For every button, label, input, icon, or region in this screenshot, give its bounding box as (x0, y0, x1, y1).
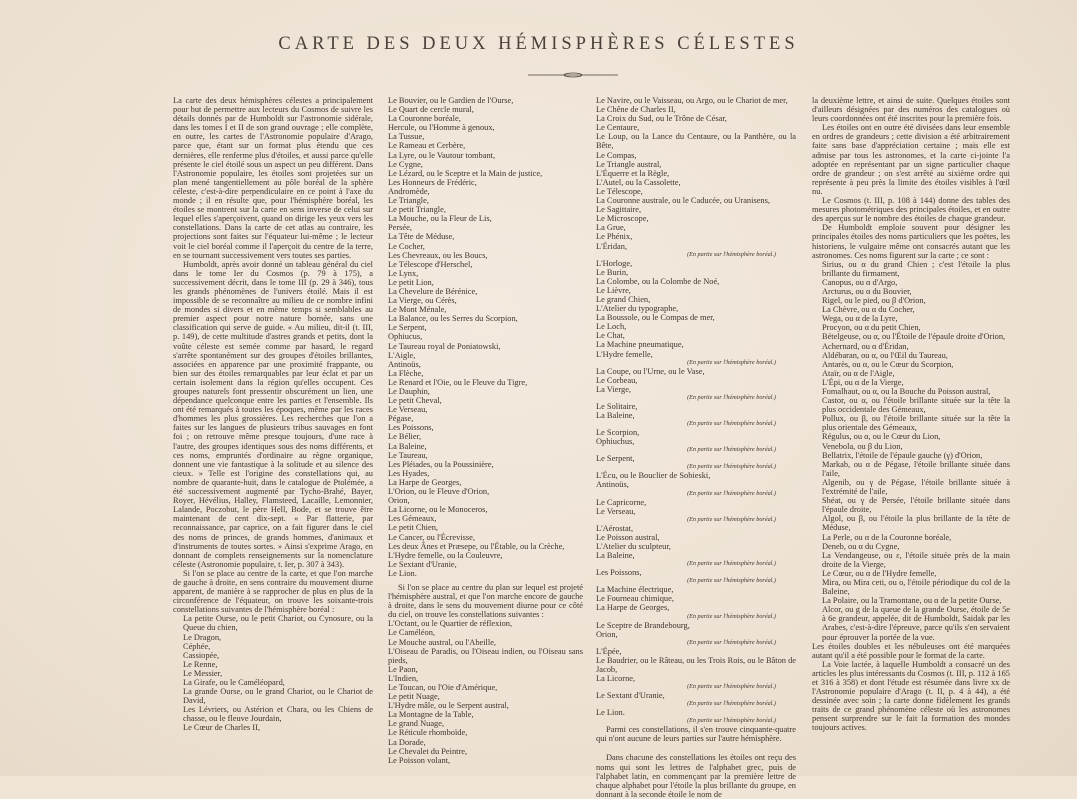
list-item: Le Poisson austral, (596, 532, 660, 542)
list-item: La Polaire, ou la Tramontane, ou α de la petite Ourse, (822, 596, 1002, 606)
list-item: L'Orion, ou le Fleuve d'Orion, (388, 487, 490, 497)
list-item: L'Autel, ou la Cassolette, (596, 177, 681, 187)
list-item: Le Cœur de Charles II, (183, 723, 260, 733)
list-item: Le Loch, (596, 322, 627, 332)
list-item: L'Hydre femelle, (596, 349, 653, 359)
footnote: (En partie sur l'hémisphère boréal.) (687, 420, 776, 428)
list-item: Régulus, ou α, ou le Cœur du Lion, (822, 432, 941, 442)
list-item: Le petit Chien, (388, 523, 439, 533)
constellation-list (596, 96, 796, 251)
list-item: Le Serpent, (388, 323, 427, 333)
constellation-list (596, 524, 796, 560)
list-item: Le Poisson volant, (388, 755, 451, 765)
page-title: CARTE DES DEUX HÉMISPHÈRES CÉLESTES (278, 34, 799, 54)
list-item: Orion, (596, 629, 618, 639)
list-item: Le Navire, ou le Vaisseau, ou Argo, ou le Chariot de mer, (596, 96, 788, 105)
list-item: Le Phénix, (596, 232, 633, 242)
constellation-list (596, 367, 796, 394)
list-item: Le Télescope d'Herschel, (388, 259, 473, 269)
list-item: Le Renne, (183, 659, 218, 669)
list-item: Le petit Cheval, (388, 396, 442, 406)
footnote: (En partie sur l'hémisphère boréal.) (687, 683, 776, 691)
list-item: Le Burin, (596, 267, 629, 277)
paragraph: Les étoiles ont en outre été divisées dans leur ensemble en ordres de grandeurs ; cette division a été arbitrairement faite sans base d'appréciation certaine ; mais elle est admise par tous les astronomes, et la carte ci-jointe l'a adoptée en représentant par un signe particulier chaque ordre de grandeur ; on s'est arrêté au sixième ordre qui représente à peu près la limite des étoiles visibles à l'œil nu. (812, 123, 1010, 196)
footnote: (En partie sur l'hémisphère boréal.) (687, 358, 776, 366)
list-item: La Balance, ou les Serres du Scorpion, (388, 314, 518, 324)
list-item: La Tête de Méduse, (388, 232, 455, 242)
list-item: La Baleine, (388, 441, 427, 451)
paragraph: Parmi ces constellations, il s'en trouve cinquante-quatre qui n'ont aucune de leurs parties sur l'autre hémisphère. (596, 725, 796, 744)
list-item: Le Microscope, (596, 214, 649, 224)
list-item: La Machine pneumatique, (596, 340, 684, 350)
list-item: Achernard, ou α d'Éridan, (822, 341, 909, 351)
list-item: Le Verseau, (596, 506, 636, 516)
text-column-3 (596, 96, 796, 799)
list-item: Andromède, (388, 186, 430, 196)
list-item: Antarès, ou α, ou le Cœur du Scorpion, (822, 359, 954, 369)
footnote: (En partie sur l'hémisphère boréal.) (687, 515, 776, 523)
list-item: L'Écu, ou le Bouclier de Sobieski, (596, 471, 711, 481)
footnote: (En partie sur l'hémisphère boréal.) (687, 250, 776, 258)
list-item: La Chevelure de Bérénice, (388, 286, 478, 296)
list-item: Le Lion. (596, 708, 625, 718)
list-item: Le Centaure, (596, 123, 640, 133)
list-item: Procyon, ou α du petit Chien, (822, 323, 921, 333)
list-item: Persée, (388, 223, 412, 233)
list-item: Ataïr, ou α de l'Aigle, (822, 368, 895, 378)
list-item: Le Paon, (388, 664, 418, 674)
list-item: Le petit Triangle, (388, 205, 446, 215)
list-item: Le petit Lion, (388, 277, 434, 287)
list-item: La Colombe, ou la Colombe de Noé, (596, 276, 720, 286)
constellation-list (596, 402, 796, 420)
paragraph: Le Cosmos (t. III, p. 108 à 144) donne des tables des mesures photométriques des principales étoiles, et en outre des aperçus sur le nombre des étoiles de chaque grandeur. (812, 196, 1010, 224)
list-item: Le grand Nuage, (388, 719, 445, 729)
list-item: Le Caméléon, (388, 628, 435, 638)
paragraph: la deuxième lettre, et ainsi de suite. Quelques étoiles sont d'ailleurs désignées par des numéros des catalogues où leurs coordonnées ont été inscrites pour la première fois. (812, 96, 1010, 124)
list-item: Le Capricorne, (596, 497, 647, 507)
paragraph: Si l'on se place au centre de la carte, et que l'on marche de gauche à droite, en sens contraire du mouvement diurne apparent, de manière à se rapprocher de plus en plus de la circonférence de l'équateur, on trouve les soixante-trois constellations suivantes de l'hémisphère boréal : (173, 568, 373, 615)
list-item: Orion, (388, 496, 410, 506)
list-item: La Vendangeuse, ou ε, l'étoile située près de la main droite de la Vierge, (822, 550, 1010, 569)
footnote: (En partie sur l'hémisphère boréal.) (687, 489, 776, 497)
footnote: (En partie sur l'hémisphère boréal.) (687, 638, 776, 646)
list-item: L'Équerre et la Règle, (596, 168, 670, 178)
list-item: Le Bouvier, ou le Gardien de l'Ourse, (388, 96, 514, 105)
list-item: Canopus, ou α d'Argo, (822, 277, 898, 287)
constellation-list (388, 619, 583, 765)
list-item: Le grand Chien, (596, 294, 651, 304)
list-item: La Vierge, (596, 384, 631, 394)
list-item: Le Sextant d'Uranie, (596, 691, 665, 701)
list-item: Le Toucan, ou l'Oie d'Amérique, (388, 683, 498, 692)
list-item: Le Lion. (388, 568, 417, 578)
list-item: Deneb, ou α du Cygne, (822, 541, 900, 551)
list-item: L'Horloge, (596, 258, 633, 268)
list-item: Les Hyades, (388, 468, 430, 478)
footnote: (En partie sur l'hémisphère boréal.) (687, 577, 776, 585)
list-item: Le Dragon, (183, 632, 222, 642)
constellation-list (596, 498, 796, 516)
list-item: La Licorne, (596, 673, 636, 683)
list-item: Le Serpent, (596, 454, 635, 464)
list-item: La Girafe, ou le Caméléopard, (183, 678, 285, 687)
paragraph: Dans chacune des constellations les étoiles ont reçu des noms qui sont les lettres de l'alphabet grec, puis de l'alphabet latin, en commençant par la première lettre de chaque alphabet pour l'étoile la plus brillante du groupe, en donnant à la seconde étoile le nom de (596, 753, 796, 799)
list-item: Algol, ou β, ou l'étoile la plus brillante de la tête de Méduse, (822, 514, 1010, 533)
footnote: (En partie sur l'hémisphère boréal.) (687, 700, 776, 708)
list-item: La Harpe de Georges, (388, 477, 462, 487)
list-item: La Lyre, ou le Vautour tombant, (388, 150, 496, 160)
list-item: Venebola, ou β du Lion, (822, 441, 903, 451)
list-item: La Grue, (596, 223, 626, 233)
list-item: Le Lézard, ou le Sceptre et la Main de justice, (388, 168, 543, 178)
paragraph: De Humboldt emploie souvent pour désigner les principales étoiles des noms particuliers que les poëtes, les historiens, le vulgaire même ont consacrés autant que les astronomes. Ces noms figurent sur la carte ; ce sont : (812, 223, 1010, 260)
list-item: La Couronne boréale, (388, 114, 461, 124)
list-item: Bételgeuse, ou α, ou l'Étoile de l'épaule droite d'Orion, (822, 332, 1006, 342)
list-item: Markab, ou α de Pégase, l'étoile brillante située dans l'aile, (822, 459, 1010, 478)
list-item: La Dorade, (388, 737, 426, 747)
list-item: Pégase, (388, 414, 414, 424)
list-item: Le Dauphin, (388, 387, 430, 396)
constellation-list (596, 428, 796, 446)
list-item: Les Honneurs de Frédéric, (388, 177, 477, 187)
list-item: Rigel, ou le pied, ou β d'Orion, (822, 296, 926, 306)
list-item: Les Poissons, (388, 423, 434, 433)
list-item: La Coupe, ou l'Urne, ou le Vase, (596, 366, 705, 376)
constellation-list (596, 471, 796, 489)
list-item: La Montagne de la Table, (388, 710, 474, 720)
list-item: La Vierge, ou Cérès, (388, 296, 457, 306)
list-item: Le Sagittaire, (596, 205, 642, 215)
list-item: Bellatrix, l'étoile de l'épaule gauche (γ) d'Orion, (822, 450, 983, 460)
list-item: La Licorne, ou le Monoceros, (388, 505, 488, 515)
paragraph: Humboldt, après avoir donné un tableau général du ciel dans le tome Ier du Cosmos (p. 79 à 175), a successivement décrit, dans le tome III (p. 29 à 346), tous les grands phénomènes de l'univers étoilé. Mais il est impossible de se reconnaître au milieu de ce nombre infini de mondes si divers et en même temps si semblables au premier aspect pour notre nature bornée, sans une classification qui serve de guide. « Au milieu, dit-il (t. III, p. 149), de cette multitude d'astres grands et petits, dont la voûte céleste est semée comme par hasard, le regard s'arrête spontanément sur des groupes d'étoiles brillantes, associées en apparence par une proximité frappante, ou bien sur des étoiles remarquables par leur éclat et par un certain isolement dans la région qu'elles occupent. Ces groupes naturels font pressentir obscurément un lien, une dépendance quelconque entre les parties et l'ensemble. Ils ont été remarqués à toutes les époques, même par les races d'hommes les plus grossières. Les recherches que l'on a faites sur les langues de plusieurs tribus sauvages en font foi ; on retrouve même presque toujours, d'une race à l'autre, des groupes identiques sous des noms différents, et ces noms, empruntés d'ordinaire au règne organique, donnent une vie fantastique à la solitude et au silence des cieux. » Telle est l'origine des constellations qui, au nombre de quarante-huit, dans le catalogue de Ptolémée, a été successivement augmenté par Tycho-Brahé, Bayer, Royer, Hévélius, Halley, Flamsteed, Lacaille, Lemonnier, Lalande, Poczobut, le père Hell, Bode, et se trouve être maintenant de cent dix-sept. « Par flatterie, par reconnaissance, par caprice, on a fait figurer dans le ciel des noms de princes, de grands hommes, d'animaux et d'instruments de toutes sortes. » Ainsi s'exprime Arago, en donnant de complets renseignements sur la nomenclature céleste (Astronomie populaire, t. Ier, p. 307 à 343). (173, 259, 373, 569)
list-item: La petite Ourse, ou le petit Chariot, ou Cynosure, ou la Queue du chien, (183, 614, 373, 633)
list-item: Les Lévriers, ou Astérion et Chara, ou les Chiens de chasse, ou le fleuve Jourdain, (183, 705, 373, 724)
list-item: La grande Ourse, ou le grand Chariot, ou le Chariot de David, (183, 687, 373, 706)
list-item: Ophiuchus, (596, 437, 635, 447)
list-item: La Harpe de Georges, (596, 603, 670, 613)
list-item: Wega, ou α de la Lyre, (822, 314, 898, 324)
list-item: Shéat, ou γ de Persée, l'étoile brillante située dans l'épaule droite, (822, 496, 1010, 515)
list-item: Le Triangle austral, (596, 159, 662, 169)
list-item: Le Cancer, ou l'Écrevisse, (388, 532, 475, 542)
text-column-4 (812, 96, 1010, 733)
constellation-list (596, 259, 796, 359)
list-item: Le Messier, (183, 668, 223, 678)
list-item: La Mouche, ou la Fleur de Lis, (388, 214, 492, 224)
list-item: Le Corbeau, (596, 375, 638, 385)
list-item: Le Taureau royal de Poniatowski, (388, 341, 501, 351)
list-item: Pollux, ou β, ou l'étoile brillante située sur la tête la plus orientale des Gémeaux, (822, 414, 1010, 433)
list-item: Le Scorpion, (596, 428, 640, 438)
list-item: Le Taureau, (388, 450, 428, 460)
footnote: (En partie sur l'hémisphère boréal.) (687, 463, 776, 471)
list-item: L'Épée, (596, 646, 622, 656)
star-name-list (812, 260, 1010, 642)
list-item: Le Renard et l'Oie, ou le Fleuve du Tigre, (388, 377, 528, 387)
list-item: Le Bélier, (388, 432, 422, 442)
constellation-list (596, 708, 796, 717)
paragraph: La Voie lactée, à laquelle Humboldt a consacré un des articles les plus intéressants du Cosmos (t. III, p. 112 à 165 et 316 à 358) et dont l'étude est résumée dans livre xx de l'Astronomie populaire d'Arago (t. II, p. 4 à 44), a été dessinée avec soin ; la carte donne fidèlement les grands traits de ce grand phénomène céleste où les astronomes pensent surprendre sur le fait la formation des mondes toujours actives. (812, 659, 1010, 733)
list-item: Aldébaran, ou α, ou l'Œil du Taureau, (822, 350, 948, 360)
list-item: La Baleine, (596, 411, 635, 420)
footnote: (En partie sur l'hémisphère boréal.) (687, 560, 776, 568)
list-item: Ophiucus, (388, 332, 423, 342)
list-item: La Baleine, (596, 551, 635, 561)
list-item: Le Télescope, (596, 186, 643, 196)
list-item: Cassiopée, (183, 650, 220, 660)
list-item: Algenib, ou γ de Pégase, l'étoile brillante située à l'extrémité de l'aile, (822, 477, 1010, 497)
list-item: Antinoüs, (596, 480, 629, 490)
list-item: Le Chevalet du Peintre, (388, 746, 468, 756)
paragraph: La carte des deux hémisphères célestes a principalement pour but de permettre aux lecteurs du Cosmos de suivre les détails donnés par de Humboldt sur l'astronomie sidérale, dans les tomes I et II de son grand ouvrage ; elle complète, en outre, les cartes de l'Astronomie populaire d'Arago, parce que, étant sur un format plus étendu que ces dernières, elle renferme plus d'étoiles, et aussi parce qu'elle présente le ciel étoilé sous un aspect un peu différent. Dans l'Astronomie populaire, les étoiles sont projetées sur un plan mené tangentiellement au pôle boréal de la sphère céleste, c'est-à-dire perpendiculaire en ce point à l'axe du monde ; il en résulte que, pour l'hémisphère boréal, les étoiles se montrent sur la carte en sens inverse de celui sur lequel elles s'aperçoivent, quand on dirige les yeux vers les constellations. Dans la carte de cet atlas au contraire, les projections sont faites sur l'équateur lui-même ; le lecteur voit le ciel boréal comme il l'aperçoit du centre de la terre, en se tournant successivement vers toutes ses parties. (173, 96, 373, 260)
constellation-list (596, 647, 796, 683)
constellation-list (596, 568, 796, 577)
constellation-list (596, 621, 796, 639)
list-item: Les deux Ânes et Præsepe, ou l'Étable, ou la Crèche, (388, 541, 565, 551)
list-item: Le Loup, ou la Lance du Centaure, ou la Panthère, ou la Bête, (596, 132, 796, 151)
list-item: Le Triangle, (388, 196, 429, 206)
list-item: Le Mouche austral, ou l'Abeille, (388, 637, 497, 647)
list-item: Alcor, ou g de la queue de la grande Ourse, étoile de 5e à 6e grandeur, appelée, dit de Humboldt, Saidak par les Arabes, c'est-à-dire l'épreuve, parce qu'ils s'en servaient pour éprouver la portée de la vue. (822, 605, 1010, 642)
list-item: Le Sceptre de Brandebourg, (596, 620, 690, 630)
list-item: Les Pléiades, ou la Poussinière, (388, 459, 494, 469)
list-item: Le petit Nuage, (388, 692, 440, 702)
list-item: Castor, ou α, ou l'étoile brillante située sur la tête la plus occidentale des Gémeaux, (822, 396, 1010, 415)
list-item: Fomalhaut, ou α, ou la Bouche du Poisson austral, (822, 387, 991, 396)
list-item: La Tussue, (388, 132, 425, 142)
list-item: La Perle, ou α de la Couronne boréale, (822, 532, 952, 542)
list-item: Mira, ou Mira ceti, ou ο, l'étoile périodique du col de la Baleine, (822, 577, 1010, 597)
text-column-1 (173, 96, 373, 733)
footnote: (En partie sur l'hémisphère boréal.) (687, 446, 776, 454)
list-item: Le Chat, (596, 331, 625, 341)
list-item: Le Cœur, ou α de l'Hydre femelle, (822, 568, 937, 578)
list-item: Les Poissons, (596, 568, 642, 578)
list-item: Le Cocher, (388, 241, 425, 251)
list-item: Le Sextant d'Uranie, (388, 559, 457, 569)
list-item: Le Chêne de Charles II, (596, 105, 676, 115)
constellation-list (596, 454, 796, 463)
list-item: L'Épi, ou α de la Vierge, (822, 377, 904, 387)
list-item: Arcturus, ou α du Bouvier, (822, 286, 912, 296)
list-item: La Couronne australe, ou le Caducée, ou Uranisens, (596, 196, 770, 206)
constellation-list (388, 96, 583, 578)
list-item: L'Aérostat, (596, 523, 634, 533)
list-item: L'Aigle, (388, 350, 416, 360)
constellation-list (596, 585, 796, 612)
list-item: La Croix du Sud, ou le Trône de César, (596, 114, 727, 124)
footnote: (En partie sur l'hémisphère boréal.) (687, 717, 776, 725)
list-item: Le Baudrier, ou le Râteau, ou les Trois Rois, ou le Bâton de Jacob, (596, 655, 796, 674)
list-item: L'Octant, ou le Quartier de réflexion, (388, 619, 513, 629)
list-item: Hercule, ou l'Homme à genoux, (388, 123, 495, 133)
list-item: La Machine électrique, (596, 585, 674, 595)
list-item: Le Quart de cercle mural, (388, 105, 474, 115)
list-item: L'Atelier du sculpteur, (596, 541, 671, 551)
text-column-2 (388, 96, 583, 765)
list-item: L'Hydre mâle, ou le Serpent austral, (388, 701, 509, 711)
list-item: Le Lièvre, (596, 285, 631, 295)
list-item: L'Indien, (388, 673, 419, 683)
list-item: L'Atelier du typographe, (596, 304, 679, 314)
list-item: Sirius, ou α du grand Chien ; c'est l'étoile la plus brillante du firmament, (822, 259, 1010, 278)
list-item: Le Verseau, (388, 405, 428, 415)
list-item: Les Gémeaux, (388, 514, 437, 524)
constellation-list (596, 691, 796, 700)
footnote: (En partie sur l'hémisphère boréal.) (687, 612, 776, 620)
constellation-list (173, 614, 373, 732)
list-item: Le Compas, (596, 150, 637, 160)
list-item: La Chèvre, ou α du Cocher, (822, 305, 915, 315)
paragraph: Si l'on se place au centre du plan sur lequel est projeté l'hémisphère austral, et que l'on marche encore de gauche à droite, dans le sens du mouvement diurne pour ce côté du ciel, on trouve les constellations suivantes : (388, 582, 583, 620)
footnote: (En partie sur l'hémisphère boréal.) (687, 393, 776, 401)
list-item: Le Rameau et Cerbère, (388, 141, 466, 151)
paragraph: Les étoiles doubles et les nébuleuses ont été marquées autant qu'il a été possible pour le format de la carte. (812, 641, 1010, 660)
title-ornament (528, 72, 618, 78)
list-item: Les Chevreaux, ou les Boucs, (388, 250, 488, 260)
list-item: L'Oiseau de Paradis, ou l'Oiseau indien, ou l'Oiseau sans pieds, (388, 646, 583, 665)
list-item: L'Éridan, (596, 241, 628, 251)
list-item: Le Fourneau chimique, (596, 594, 674, 604)
list-item: La Flèche, (388, 368, 424, 378)
list-item: Céphée, (183, 641, 211, 651)
list-item: Le Lynx, (388, 268, 419, 278)
list-item: Le Mont Ménale, (388, 305, 447, 315)
list-item: La Boussole, ou le Compas de mer, (596, 313, 715, 323)
list-item: L'Hydre femelle, ou la Couleuvre, (388, 550, 503, 560)
list-item: Le Cygne, (388, 159, 423, 169)
list-item: Antinoüs, (388, 359, 421, 369)
list-item: Le Solitaire, (596, 401, 638, 411)
list-item: Le Réticule rhomboïde, (388, 728, 468, 738)
